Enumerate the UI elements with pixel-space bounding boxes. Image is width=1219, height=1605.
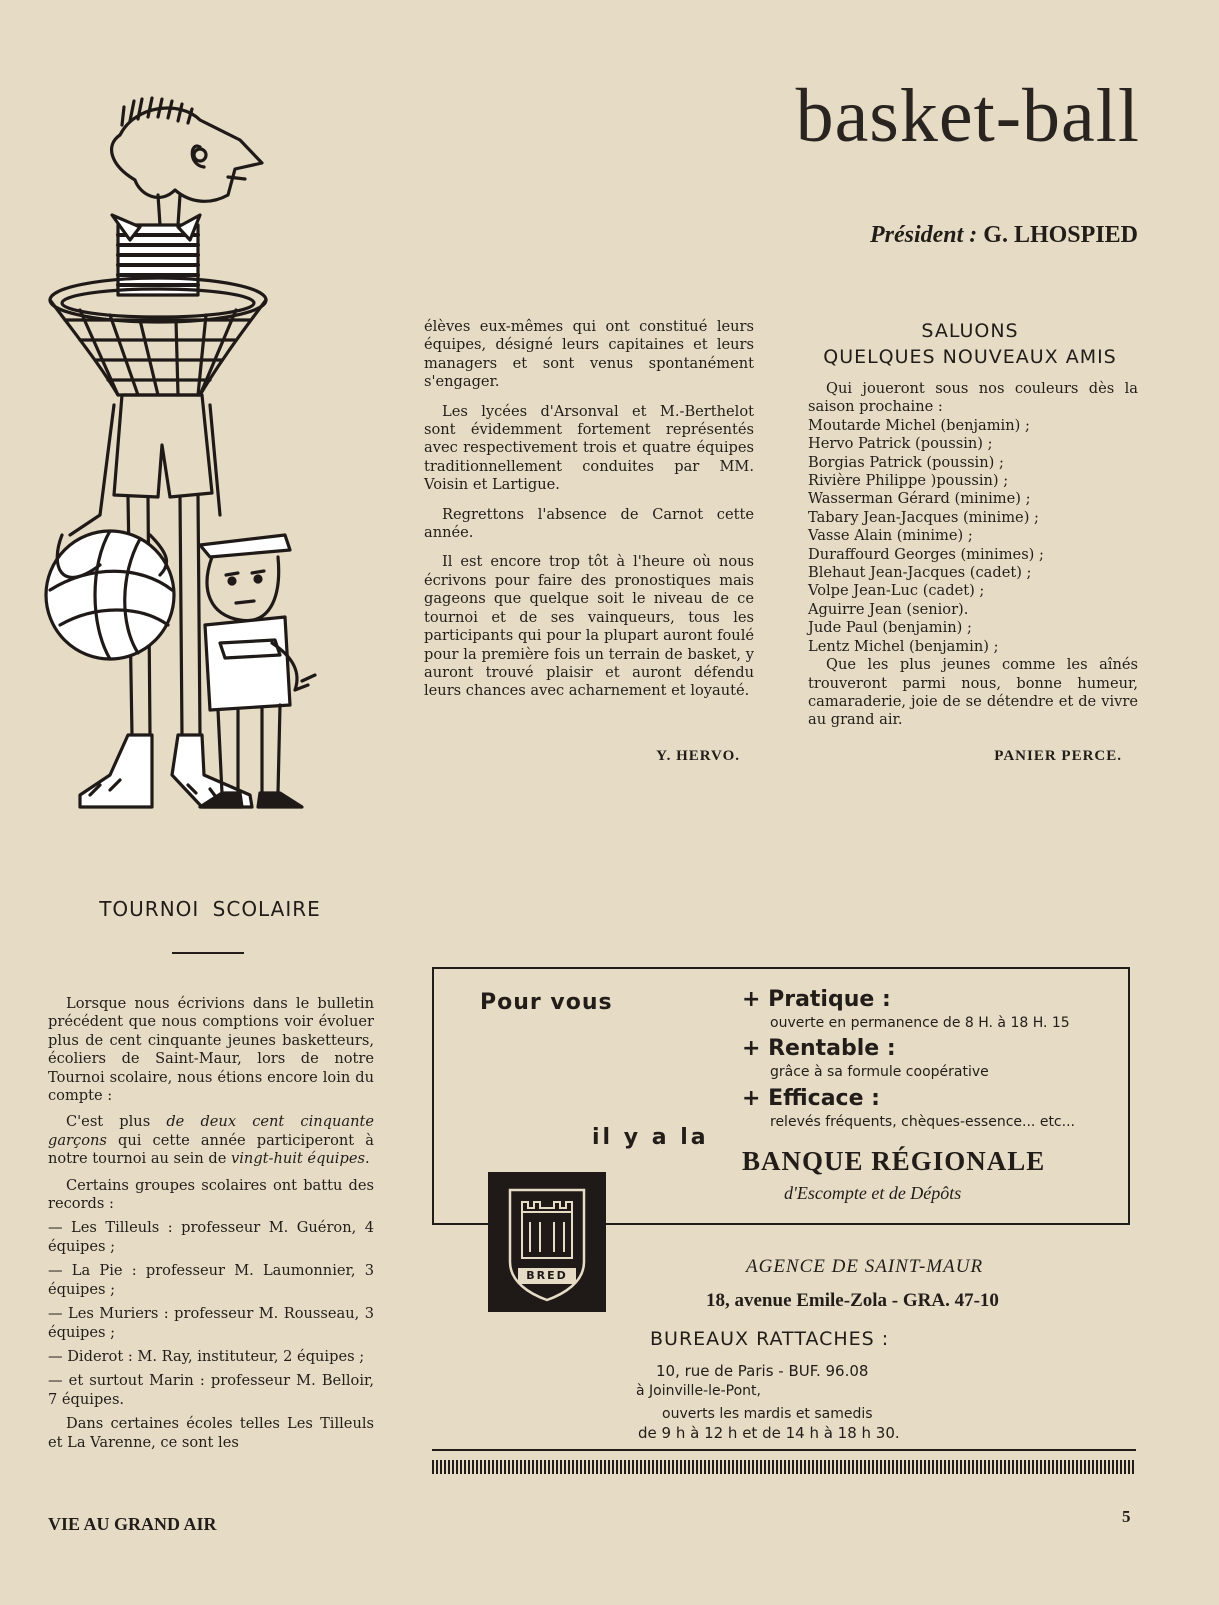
president-name: G. LHOSPIED <box>983 222 1138 248</box>
record-list-item: — Diderot : M. Ray, instituteur, 2 équipes ; <box>48 1347 365 1365</box>
ad-agence: AGENCE DE SAINT-MAUR <box>746 1256 984 1277</box>
ad-bank-subtitle: d'Escompte et de Dépôts <box>784 1183 962 1203</box>
new-member-line: Wasserman Gérard (minime) ; <box>808 490 1031 508</box>
new-member-line: Hervo Patrick (poussin) ; <box>808 435 993 453</box>
intro-paragraph: Qui joueront sous nos couleurs dès la saison prochaine : <box>808 380 1138 416</box>
paragraph: Il est encore trop tôt à l'heure où nous écrivons pour faire des pronostiques mais gageons que quelque soit le niveau de ce tournoi et de ses vainqueurs, tous les participants qui pour la plupart auront foulé pour la première fois un terrain de basket, y auront trouvé plaisir et auront défendu leurs chances avec acharnement et loyauté. <box>424 553 754 700</box>
footer-page-number: 5 <box>1122 1507 1131 1526</box>
new-member-line: Jude Paul (benjamin) ; <box>808 619 972 637</box>
new-member-line: Tabary Jean-Jacques (minime) ; <box>808 508 1039 526</box>
new-member-line: Blehaut Jean-Jacques (cadet) ; <box>808 564 1032 582</box>
president-label: Président : <box>869 222 978 248</box>
heading-underline <box>172 952 244 954</box>
records-list <box>48 1219 374 1409</box>
ad-pratique-text: ouverte en permanence de 8 H. à 18 H. 15 <box>770 1015 1070 1031</box>
ad-il-y-a-la: il y a la <box>592 1125 709 1150</box>
ad-pour-vous: Pour vous <box>480 990 613 1015</box>
record-list-item: — et surtout Marin : professeur M. Belloir, 7 équipes. <box>48 1372 374 1408</box>
heading-line: SALUONS <box>921 320 1019 342</box>
ad-hours-line2: de 9 h à 12 h et de 14 h à 18 h 30. <box>638 1424 900 1442</box>
bred-logo <box>488 1172 606 1312</box>
basketball-cartoon-illustration <box>40 95 360 830</box>
ad-rentable-title: + Rentable : <box>742 1036 896 1061</box>
ad-bureau-address: 10, rue de Paris - BUF. 96.08 <box>656 1362 869 1380</box>
president-line <box>700 222 1138 249</box>
page-title: basket-ball <box>795 74 1140 158</box>
record-list-item: — La Pie : professeur M. Laumonnier, 3 équipes ; <box>48 1262 374 1298</box>
new-members-list <box>808 417 1138 656</box>
new-member-line: Lentz Michel (benjamin) ; <box>808 637 999 655</box>
new-member-line: Volpe Jean-Luc (cadet) ; <box>808 582 985 600</box>
ad-efficace-text: relevés fréquents, chèques-essence... etc... <box>770 1114 1075 1130</box>
record-list-item: — Les Muriers : professeur M. Rousseau, 3 équipes ; <box>48 1305 374 1341</box>
emphasis: de deux cent cinquante garçons <box>48 1113 374 1149</box>
right-column-article <box>808 380 1138 741</box>
new-member-line: Duraffourd Georges (minimes) ; <box>808 545 1044 563</box>
paragraph: Les lycées d'Arsonval et M.-Berthelot sont évidemment fortement représentés avec respectivement trois et quatre équipes traditionnellement conduites par MM. Voisin et Lartigue. <box>424 402 754 494</box>
paragraph: Certains groupes scolaires ont battu des records : <box>48 1176 374 1213</box>
new-member-line: Aguirre Jean (senior). <box>808 600 969 618</box>
text-span: C'est plus <box>66 1113 167 1131</box>
tournoi-heading: TOURNOI SCOLAIRE <box>99 897 321 921</box>
ad-hours-line1: ouverts les mardis et samedis <box>662 1406 873 1422</box>
new-member-line: Vasse Alain (minime) ; <box>808 527 973 545</box>
paragraph: Regrettons l'absence de Carnot cette année. <box>424 505 754 542</box>
ad-bottom-rule <box>432 1449 1136 1451</box>
new-member-line: Rivière Philippe )poussin) ; <box>808 472 1009 490</box>
text-span: . <box>364 1150 370 1168</box>
paragraph: Dans certaines écoles telles Les Tilleuls et La Varenne, ce sont les <box>48 1415 374 1451</box>
signature-panier-perce: PANIER PERCE. <box>994 748 1122 764</box>
right-column-heading <box>800 318 1140 370</box>
new-member-line: Borgias Patrick (poussin) ; <box>808 453 1004 471</box>
paragraph: Lorsque nous écrivions dans le bulletin précédent que nous comptions voir évoluer plus de cent cinquante jeunes basketteurs, écoliers de Saint-Maur, lors de notre Tournoi scolaire, nous étions encore loin du compte : <box>48 995 374 1105</box>
ad-bank-name: BANQUE RÉGIONALE <box>742 1146 1046 1176</box>
bred-logo-text: BRED <box>526 1269 568 1282</box>
ad-bureau-city: à Joinville-le-Pont, <box>636 1383 761 1399</box>
ad-bureaux-heading: BUREAUX RATTACHES : <box>650 1328 890 1350</box>
middle-column-article <box>424 318 754 712</box>
text-span: qui cette année participeront à notre tournoi au sein de <box>48 1131 374 1168</box>
ad-rentable-text: grâce à sa formule coopérative <box>770 1064 989 1080</box>
emphasis: vingt-huit équipes <box>231 1150 365 1168</box>
record-list-item: — Les Tilleuls : professeur M. Guéron, 4 équipes ; <box>48 1219 374 1255</box>
bred-shield-icon <box>488 1172 606 1312</box>
closing-paragraph: Que les plus jeunes comme les aînés trouveront parmi nous, bonne humeur, camaraderie, joie de se détendre et de vivre au grand air. <box>808 656 1138 729</box>
heading-line: QUELQUES NOUVEAUX AMIS <box>823 346 1117 368</box>
paragraph <box>48 1113 374 1168</box>
ad-hatched-border <box>432 1460 1136 1474</box>
ad-address: 18, avenue Emile-Zola - GRA. 47-10 <box>706 1290 999 1311</box>
signature-hervo: Y. HERVO. <box>656 748 740 764</box>
tournoi-article <box>48 995 374 1463</box>
footer-magazine-name: VIE AU GRAND AIR <box>48 1514 217 1534</box>
new-member-line: Moutarde Michel (benjamin) ; <box>808 416 1030 434</box>
ad-pratique-title: + Pratique : <box>742 987 891 1012</box>
paragraph: élèves eux-mêmes qui ont constitué leurs équipes, désigné leurs capitaines et leurs managers et sont venus spontanément s'engager. <box>424 318 754 391</box>
ad-efficace-title: + Efficace : <box>742 1086 880 1111</box>
